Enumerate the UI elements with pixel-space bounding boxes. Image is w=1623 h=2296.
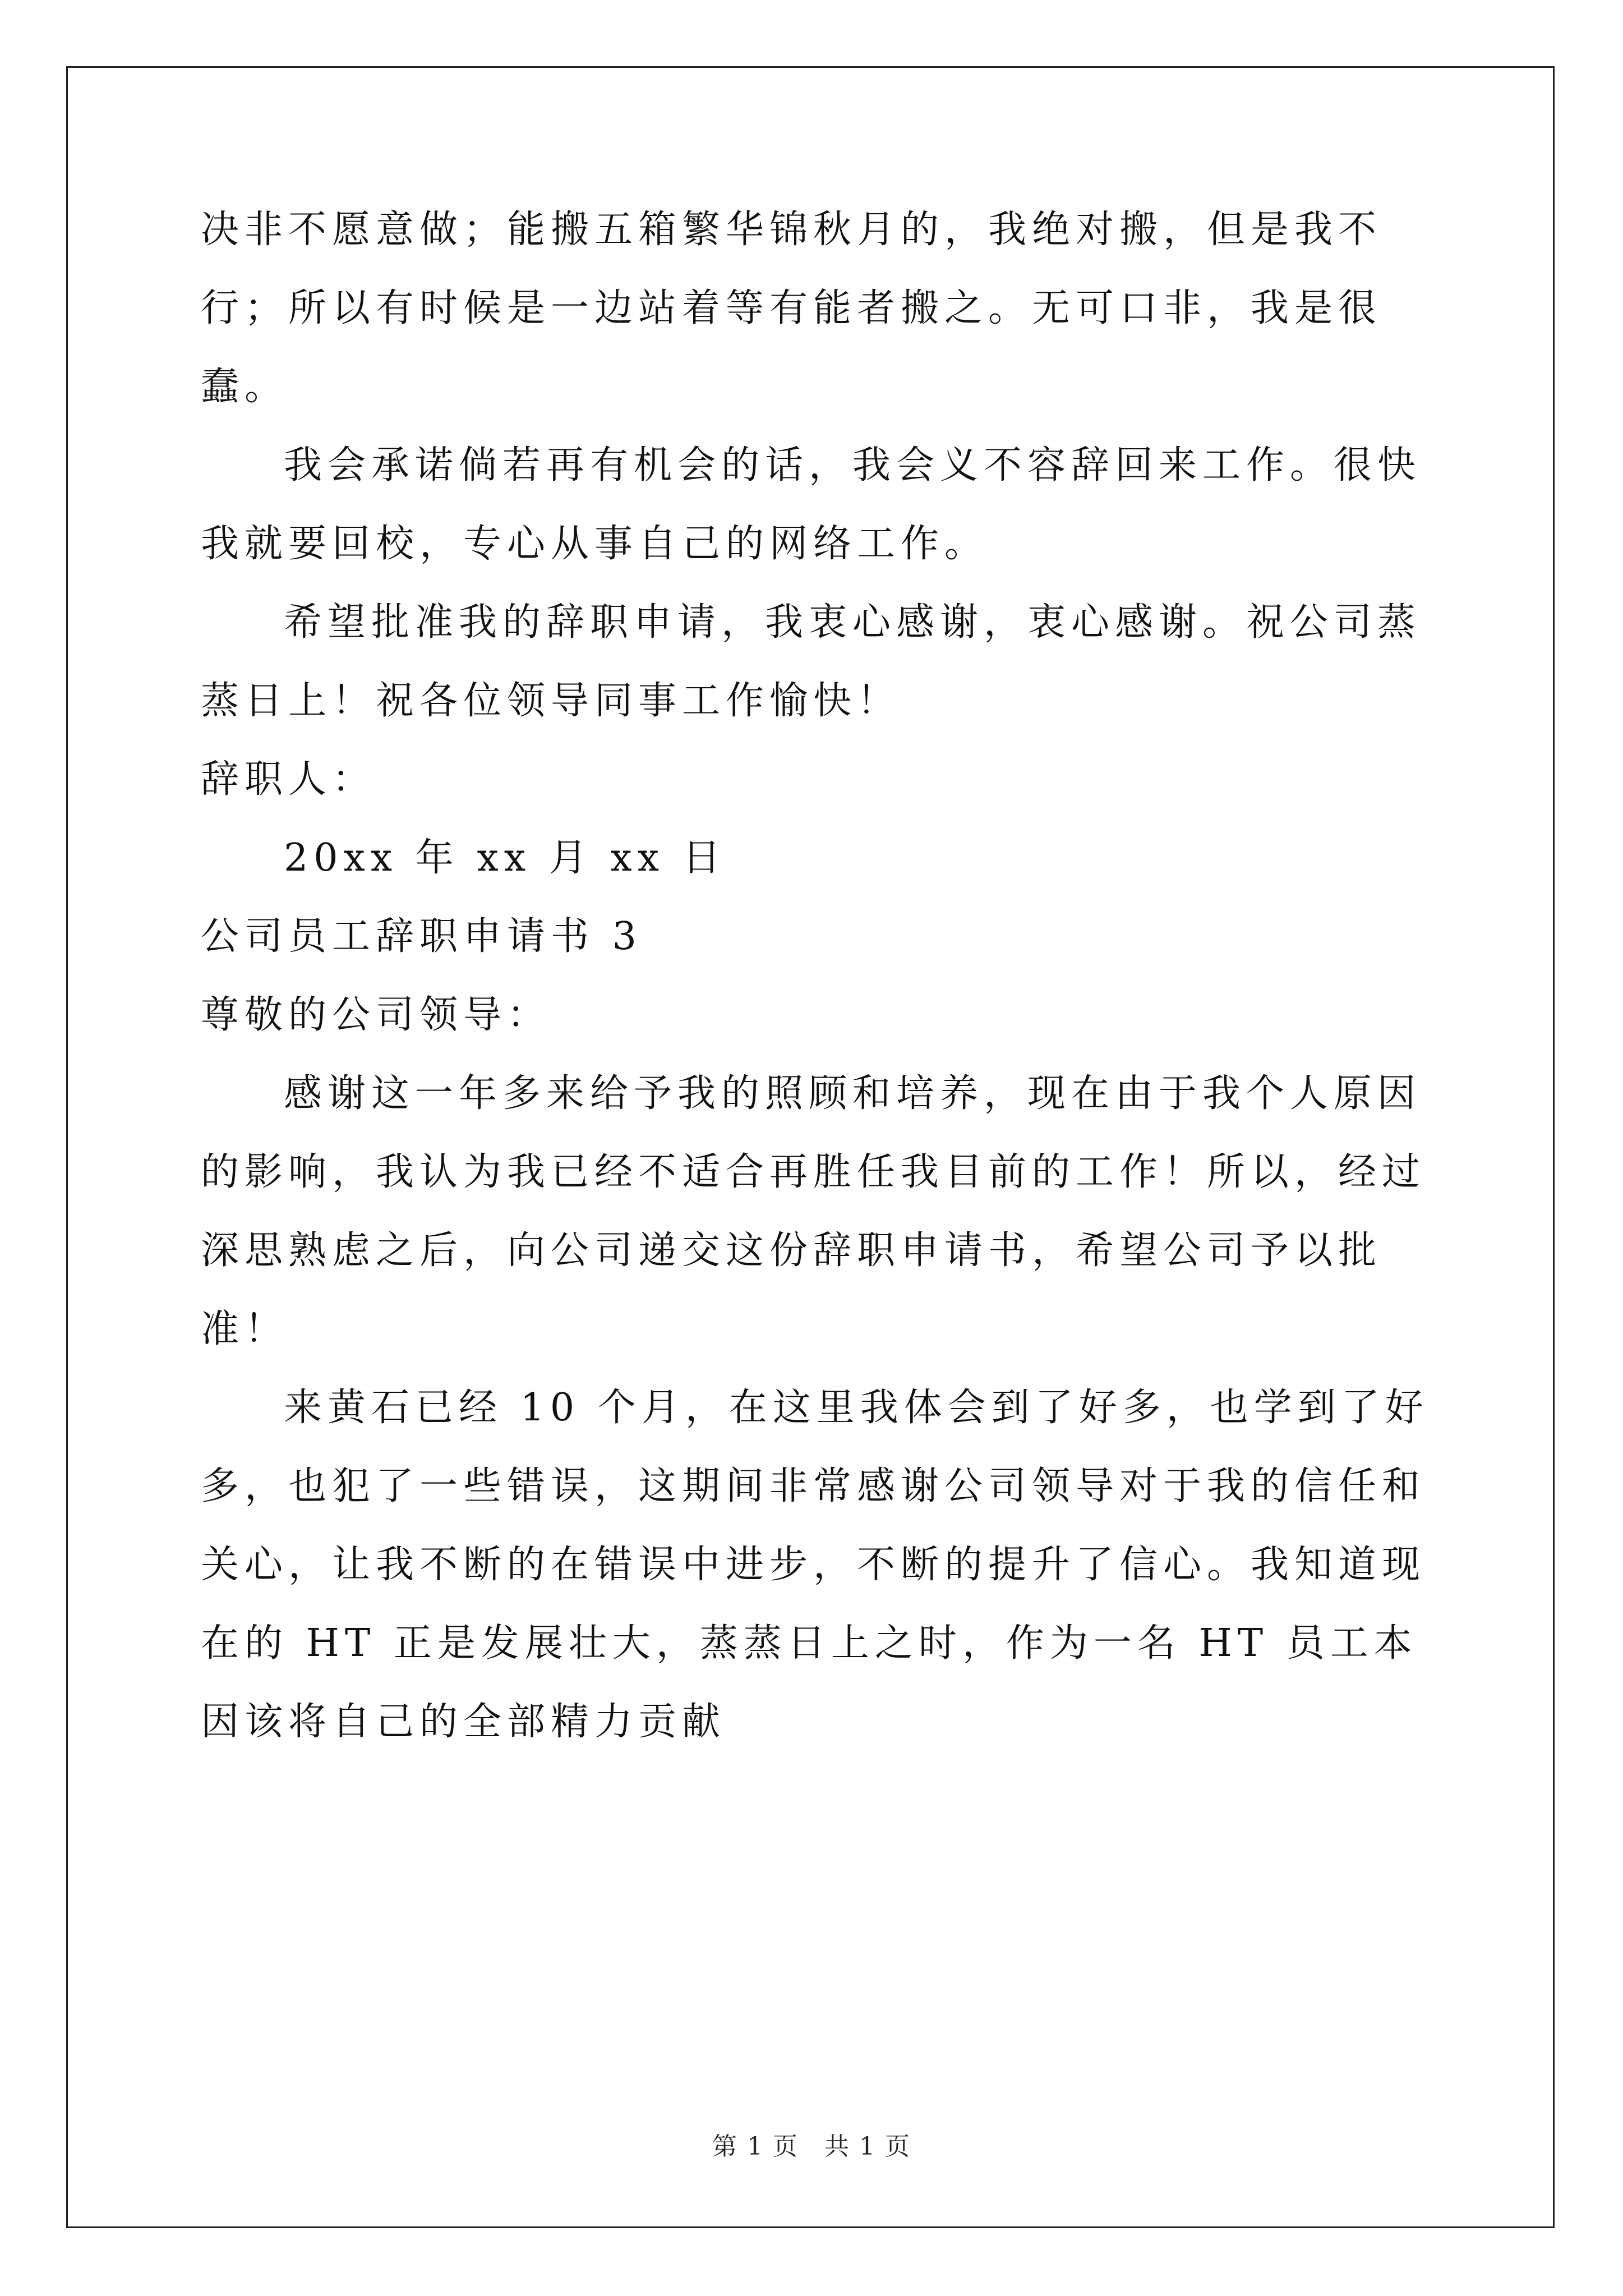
paragraph-promise: 我会承诺倘若再有机会的话，我会义不容辞回来工作。很快我就要回校，专心从事自己的网络工作。 bbox=[201, 443, 1422, 566]
date-line: 20xx 年 xx 月 xx 日 bbox=[284, 836, 726, 880]
paragraph-experience: 来黄石已经 10 个月，在这里我体会到了好多，也学到了好多，也犯了一些错误，这期间非常感谢公司领导对于我的信任和关心，让我不断的在错误中进步，不断的提升了信心。我知道现在的 HT 正是发展壮大，蒸蒸日上之时，作为一名 HT 员工本因该将自己的全部精力贡献 bbox=[201, 1386, 1429, 1744]
signature-label: 辞职人： bbox=[201, 757, 376, 802]
paragraph-continuation: 决非不愿意做；能搬五箱繁华锦秋月的，我绝对搬，但是我不行；所以有时候是一边站着等有能者搬之。无可口非，我是很蠢。 bbox=[201, 208, 1382, 409]
paragraph-thanks: 感谢这一年多来给予我的照顾和培养，现在由于我个人原因的影响，我认为我已经不适合再胜任我目前的工作！所以，经过深思熟虑之后，向公司递交这份辞职申请书，希望公司予以批准！ bbox=[201, 1071, 1426, 1351]
paragraph-approval-request: 希望批准我的辞职申请，我衷心感谢，衷心感谢。祝公司蒸蒸日上！祝各位领导同事工作愉快！ bbox=[201, 600, 1422, 723]
section-title: 公司员工辞职申请书 3 bbox=[201, 914, 642, 959]
page-footer: 第 1 页 共 1 页 bbox=[712, 2132, 911, 2161]
salutation: 尊敬的公司领导： bbox=[201, 993, 551, 1037]
document-body bbox=[201, 191, 1429, 1761]
